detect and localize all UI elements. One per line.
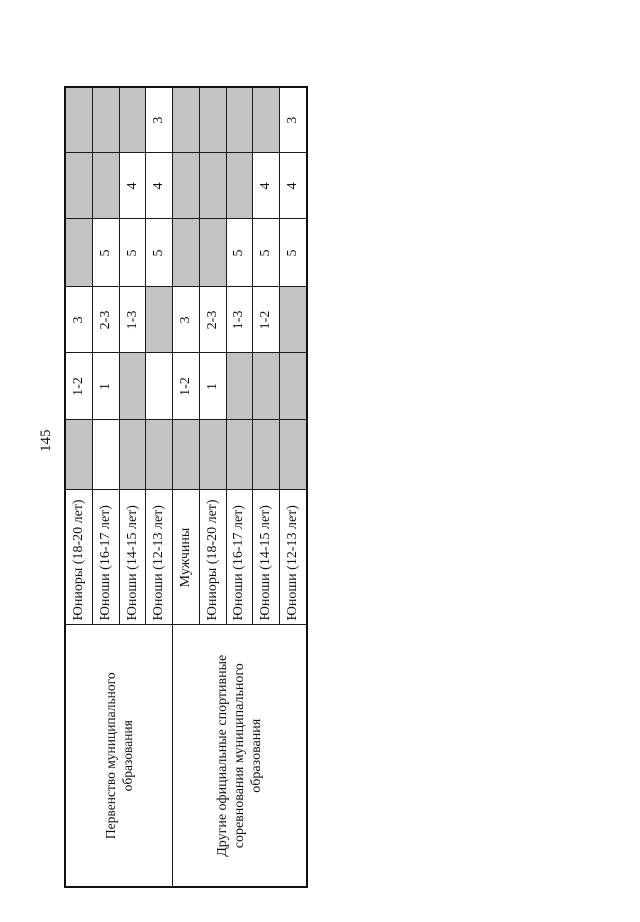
table-cell: 1-3 — [119, 287, 146, 353]
table-cell — [93, 87, 120, 153]
table-cell: 5 — [146, 219, 173, 287]
table-cell: 2-3 — [199, 287, 226, 353]
table-cell: 5 — [119, 219, 146, 287]
table-cell: 3 — [65, 287, 93, 353]
table-cell — [253, 353, 280, 420]
category-cell: Юниоры (18-20 лет) — [199, 490, 226, 625]
table-cell: 5 — [93, 219, 120, 287]
table-cell — [226, 153, 253, 219]
table-cell: 3 — [279, 87, 307, 153]
category-cell: Юноши (16-17 лет) — [93, 490, 120, 625]
table-cell — [173, 153, 200, 219]
table-cell — [226, 420, 253, 490]
table-cell — [173, 219, 200, 287]
table-cell — [119, 353, 146, 420]
rotated-table-container — [64, 88, 308, 888]
table-cell: 5 — [253, 219, 280, 287]
table-cell — [119, 420, 146, 490]
table-cell — [253, 420, 280, 490]
table-cell — [199, 219, 226, 287]
category-cell: Юноши (12-13 лет) — [146, 490, 173, 625]
category-cell: Юниоры (18-20 лет) — [65, 490, 93, 625]
table-cell — [279, 420, 307, 490]
table-cell: 1 — [199, 353, 226, 420]
table-cell — [146, 287, 173, 353]
table-cell — [65, 420, 93, 490]
table-cell — [199, 87, 226, 153]
table-cell: 3 — [146, 87, 173, 153]
table-cell — [279, 353, 307, 420]
table-cell: 1-2 — [173, 353, 200, 420]
category-cell: Юноши (14-15 лет) — [253, 490, 280, 625]
table-cell — [93, 153, 120, 219]
page-number: 145 — [38, 429, 54, 452]
table-cell: 3 — [173, 287, 200, 353]
table-cell: 4 — [253, 153, 280, 219]
table-cell: 2-3 — [93, 287, 120, 353]
table-cell — [226, 353, 253, 420]
table-cell: 5 — [226, 219, 253, 287]
table-cell: 5 — [279, 219, 307, 287]
table-cell: 1-2 — [65, 353, 93, 420]
table-cell — [65, 219, 93, 287]
table-cell — [146, 420, 173, 490]
table-cell — [226, 87, 253, 153]
table-cell — [93, 420, 120, 490]
category-cell: Юноши (12-13 лет) — [279, 490, 307, 625]
event-cell: Другие официальные спортивные соревнования муниципального образования — [173, 625, 307, 887]
table-cell — [279, 287, 307, 353]
table-cell — [173, 420, 200, 490]
table-cell — [199, 153, 226, 219]
table-cell: 4 — [119, 153, 146, 219]
table-cell: 1-3 — [226, 287, 253, 353]
table-cell — [253, 87, 280, 153]
category-cell: Юноши (14-15 лет) — [119, 490, 146, 625]
table-cell: 4 — [279, 153, 307, 219]
table-row — [173, 87, 200, 887]
table-cell — [146, 353, 173, 420]
category-cell: Юноши (16-17 лет) — [226, 490, 253, 625]
table-cell — [65, 153, 93, 219]
table-cell — [173, 87, 200, 153]
category-cell: Мужчины — [173, 490, 200, 625]
table-row — [65, 87, 93, 887]
table-cell: 1-2 — [253, 287, 280, 353]
table-cell — [199, 420, 226, 490]
table-cell — [65, 87, 93, 153]
event-cell: Первенство муниципального образования — [65, 625, 173, 887]
table-cell: 1 — [93, 353, 120, 420]
ranking-table — [64, 86, 308, 888]
table-cell — [119, 87, 146, 153]
table-cell: 4 — [146, 153, 173, 219]
